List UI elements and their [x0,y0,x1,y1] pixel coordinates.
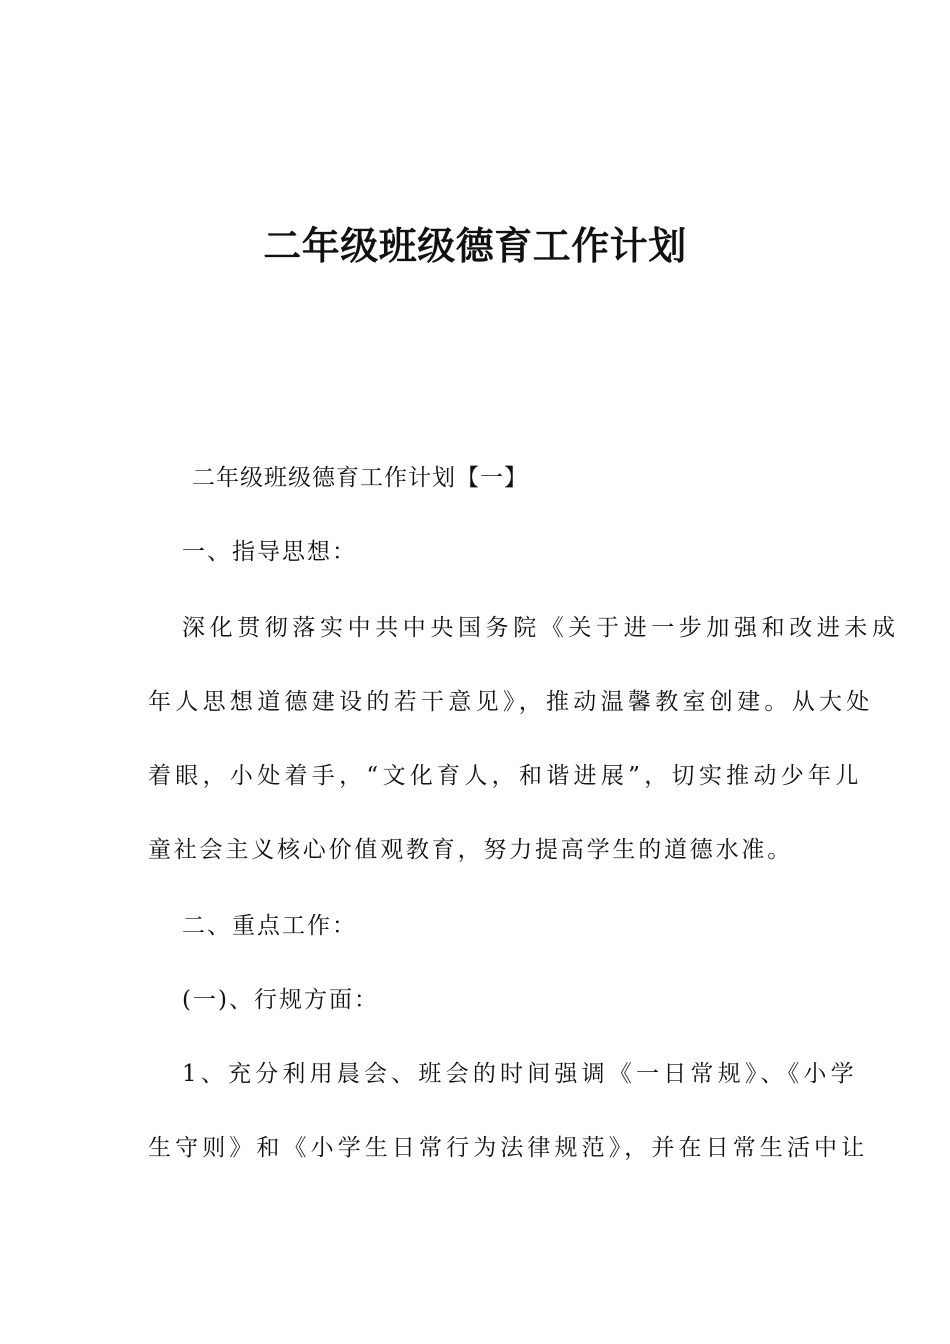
document-title: 二年级班级德育工作计划 [263,224,687,268]
section-heading-key-work: 二、重点工作： [182,913,357,939]
paragraph-line: 深化贯彻落实中共中央国务院《关于进一步加强和改进未成 [182,615,900,641]
section-heading-guiding-ideology: 一、指导思想： [182,539,357,565]
paragraph-line: 生守则》和《小学生日常行为法律规范》，并在日常生活中让 [148,1135,869,1161]
paragraph-line: 童社会主义核心价值观教育，努力提高学生的道德水准。 [148,837,793,863]
document-subtitle: 二年级班级德育工作计划【一】 [192,465,528,491]
subsection-heading-conduct: (一)、行规方面： [182,987,379,1013]
paragraph-line: 1、充分利用晨会、班会的时间强调《一日常规》、《小学 [182,1061,858,1087]
paragraph-line: 着眼，小处着手，“文化育人，和谐进展”，切实推动少年儿 [148,763,863,789]
paragraph-line: 年人思想道德建设的若干意见》，推动温馨教室创建。从大处 [148,689,874,715]
